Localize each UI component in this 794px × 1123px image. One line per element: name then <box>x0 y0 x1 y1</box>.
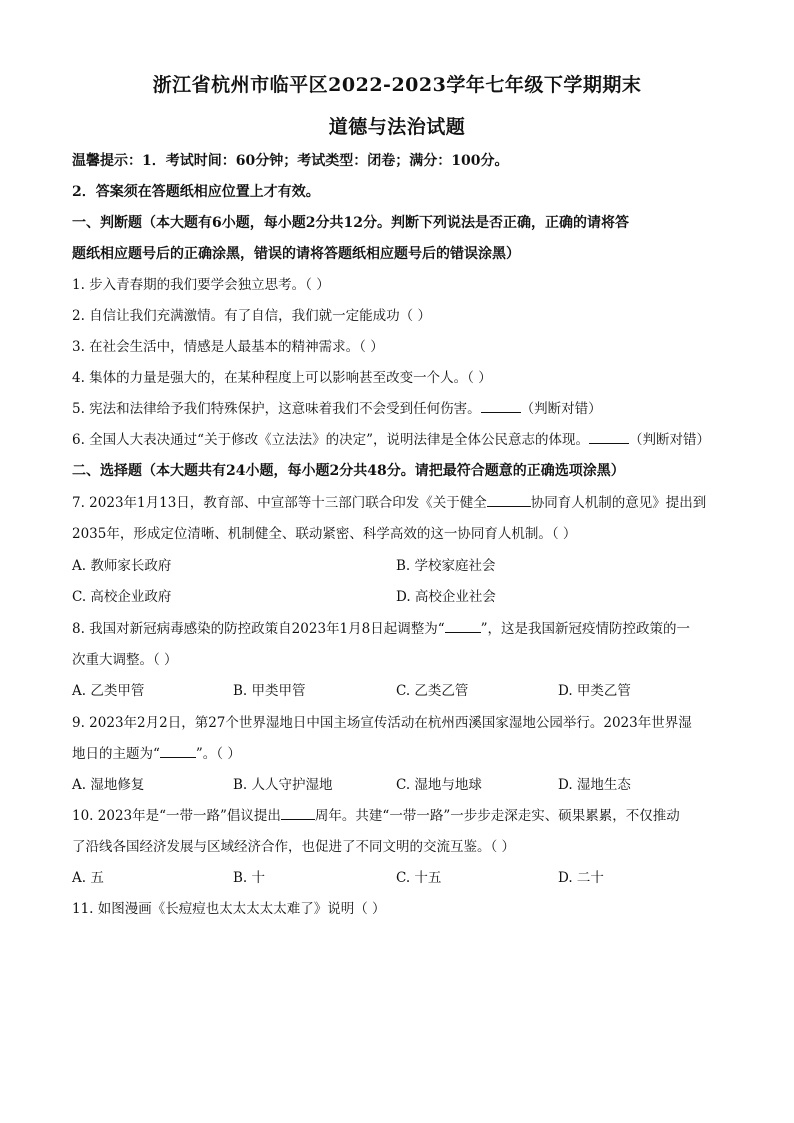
question-9-line-2 <box>72 745 727 763</box>
question-9-option-b[interactable]: B. 人人守护湿地 <box>233 777 333 793</box>
question-6-answer-blank[interactable] <box>589 443 629 444</box>
question-8-line-2: 次重大调整。（ ） <box>72 652 178 668</box>
question-5-text: 5. 宪法和法律给予我们特殊保护，这意味着我们不会受到任何伤害。 <box>72 401 481 417</box>
question-8-text: 8. 我国对新冠病毒感染的防控政策自2023年1月8日起调整为“ <box>72 621 445 637</box>
question-10-line-2: 了沿线各国经济发展与区域经济合作，也促进了不同文明的交流互鉴。（ ） <box>72 839 516 855</box>
question-5-answer-blank[interactable] <box>481 412 521 413</box>
question-8-option-c[interactable]: C. 乙类乙管 <box>396 683 469 699</box>
question-8-option-b[interactable]: B. 甲类甲管 <box>233 683 306 699</box>
question-10-text: 10. 2023年是“一带一路”倡议提出 <box>72 808 281 824</box>
question-7-line-1 <box>72 494 727 512</box>
question-4: 4. 集体的力量是强大的，在某种程度上可以影响甚至改变一个人。（ ） <box>72 370 492 386</box>
notice-line-1: 温馨提示：1．考试时间：60分钟；考试类型：闭卷；满分：100分。 <box>72 153 509 169</box>
question-8-option-a[interactable]: A. 乙类甲管 <box>72 683 145 699</box>
question-9-blank[interactable] <box>160 757 196 758</box>
question-10-text-cont: 周年。共建“一带一路”一步步走深走实、硕果累累，不仅推动 <box>314 808 680 824</box>
question-9-text-cont: ”。（ ） <box>195 746 241 762</box>
question-5-suffix: （判断对错） <box>520 401 602 417</box>
question-8-blank[interactable] <box>445 632 481 633</box>
question-3: 3. 在社会生活中，情感是人最基本的精神需求。（ ） <box>72 339 384 355</box>
question-7-option-d[interactable]: D. 高校企业社会 <box>396 589 496 605</box>
question-10-option-b[interactable]: B. 十 <box>233 870 266 886</box>
exam-title: 浙江省杭州市临平区2022-2023学年七年级下学期期末 <box>152 74 642 96</box>
question-7-text: 7. 2023年1月13日，教育部、中宣部等十三部门联合印发《关于健全 <box>72 495 487 511</box>
question-10-line-1 <box>72 807 727 825</box>
question-10-option-c[interactable]: C. 十五 <box>396 870 442 886</box>
section1-heading-cont: 题纸相应题号后的正确涂黑，错误的请将答题纸相应题号后的错误涂黑） <box>72 246 520 262</box>
question-10-option-d[interactable]: D. 二十 <box>558 870 604 886</box>
question-9-option-c[interactable]: C. 湿地与地球 <box>396 777 482 793</box>
question-11: 11. 如图漫画《长痘痘也太太太太太难了》说明（ ） <box>72 901 386 917</box>
notice-line-2: 2．答案须在答题纸相应位置上才有效。 <box>72 184 320 200</box>
question-7-option-c[interactable]: C. 高校企业政府 <box>72 589 172 605</box>
question-9-option-d[interactable]: D. 湿地生态 <box>558 777 631 793</box>
question-6 <box>72 431 727 449</box>
question-8-text-cont: ”，这是我国新冠疫情防控政策的一 <box>480 621 691 637</box>
exam-subtitle: 道德与法治试题 <box>328 116 466 138</box>
section2-heading: 二、选择题（本大题共有24小题，每小题2分共48分。请把最符合题意的正确选项涂黑） <box>72 463 625 479</box>
question-6-text: 6. 全国人大表决通过“关于修改《立法法》的决定”，说明法律是全体公民意志的体现。 <box>72 432 589 448</box>
section1-heading: 一、判断题（本大题有6小题，每小题2分共12分。判断下列说法是否正确，正确的请将答 <box>72 215 629 231</box>
question-9-option-a[interactable]: A. 湿地修复 <box>72 777 145 793</box>
question-8-option-d[interactable]: D. 甲类乙管 <box>558 683 631 699</box>
question-7-line-2: 2035年，形成定位清晰、机制健全、联动紧密、科学高效的这一协同育人机制。（ ） <box>72 526 577 542</box>
question-8-line-1 <box>72 620 727 638</box>
question-9-text: 地日的主题为“ <box>72 746 160 762</box>
question-7-option-a[interactable]: A. 教师家长政府 <box>72 558 172 574</box>
question-7-blank[interactable] <box>487 506 531 507</box>
question-7-option-b[interactable]: B. 学校家庭社会 <box>396 558 496 574</box>
question-5 <box>72 400 727 418</box>
question-9-line-1: 9. 2023年2月2日，第27个世界湿地日中国主场宣传活动在杭州西溪国家湿地公园举行。2023年世界湿 <box>72 715 692 731</box>
question-6-suffix: （判断对错） <box>628 432 710 448</box>
question-2: 2. 自信让我们充满激情。有了自信，我们就一定能成功（ ） <box>72 308 431 324</box>
question-10-blank[interactable] <box>281 819 315 820</box>
question-10-option-a[interactable]: A. 五 <box>72 870 104 886</box>
question-7-text-cont: 协同育人机制的意见》提出到 <box>530 495 707 511</box>
question-1: 1. 步入青春期的我们要学会独立思考。（ ） <box>72 277 330 293</box>
